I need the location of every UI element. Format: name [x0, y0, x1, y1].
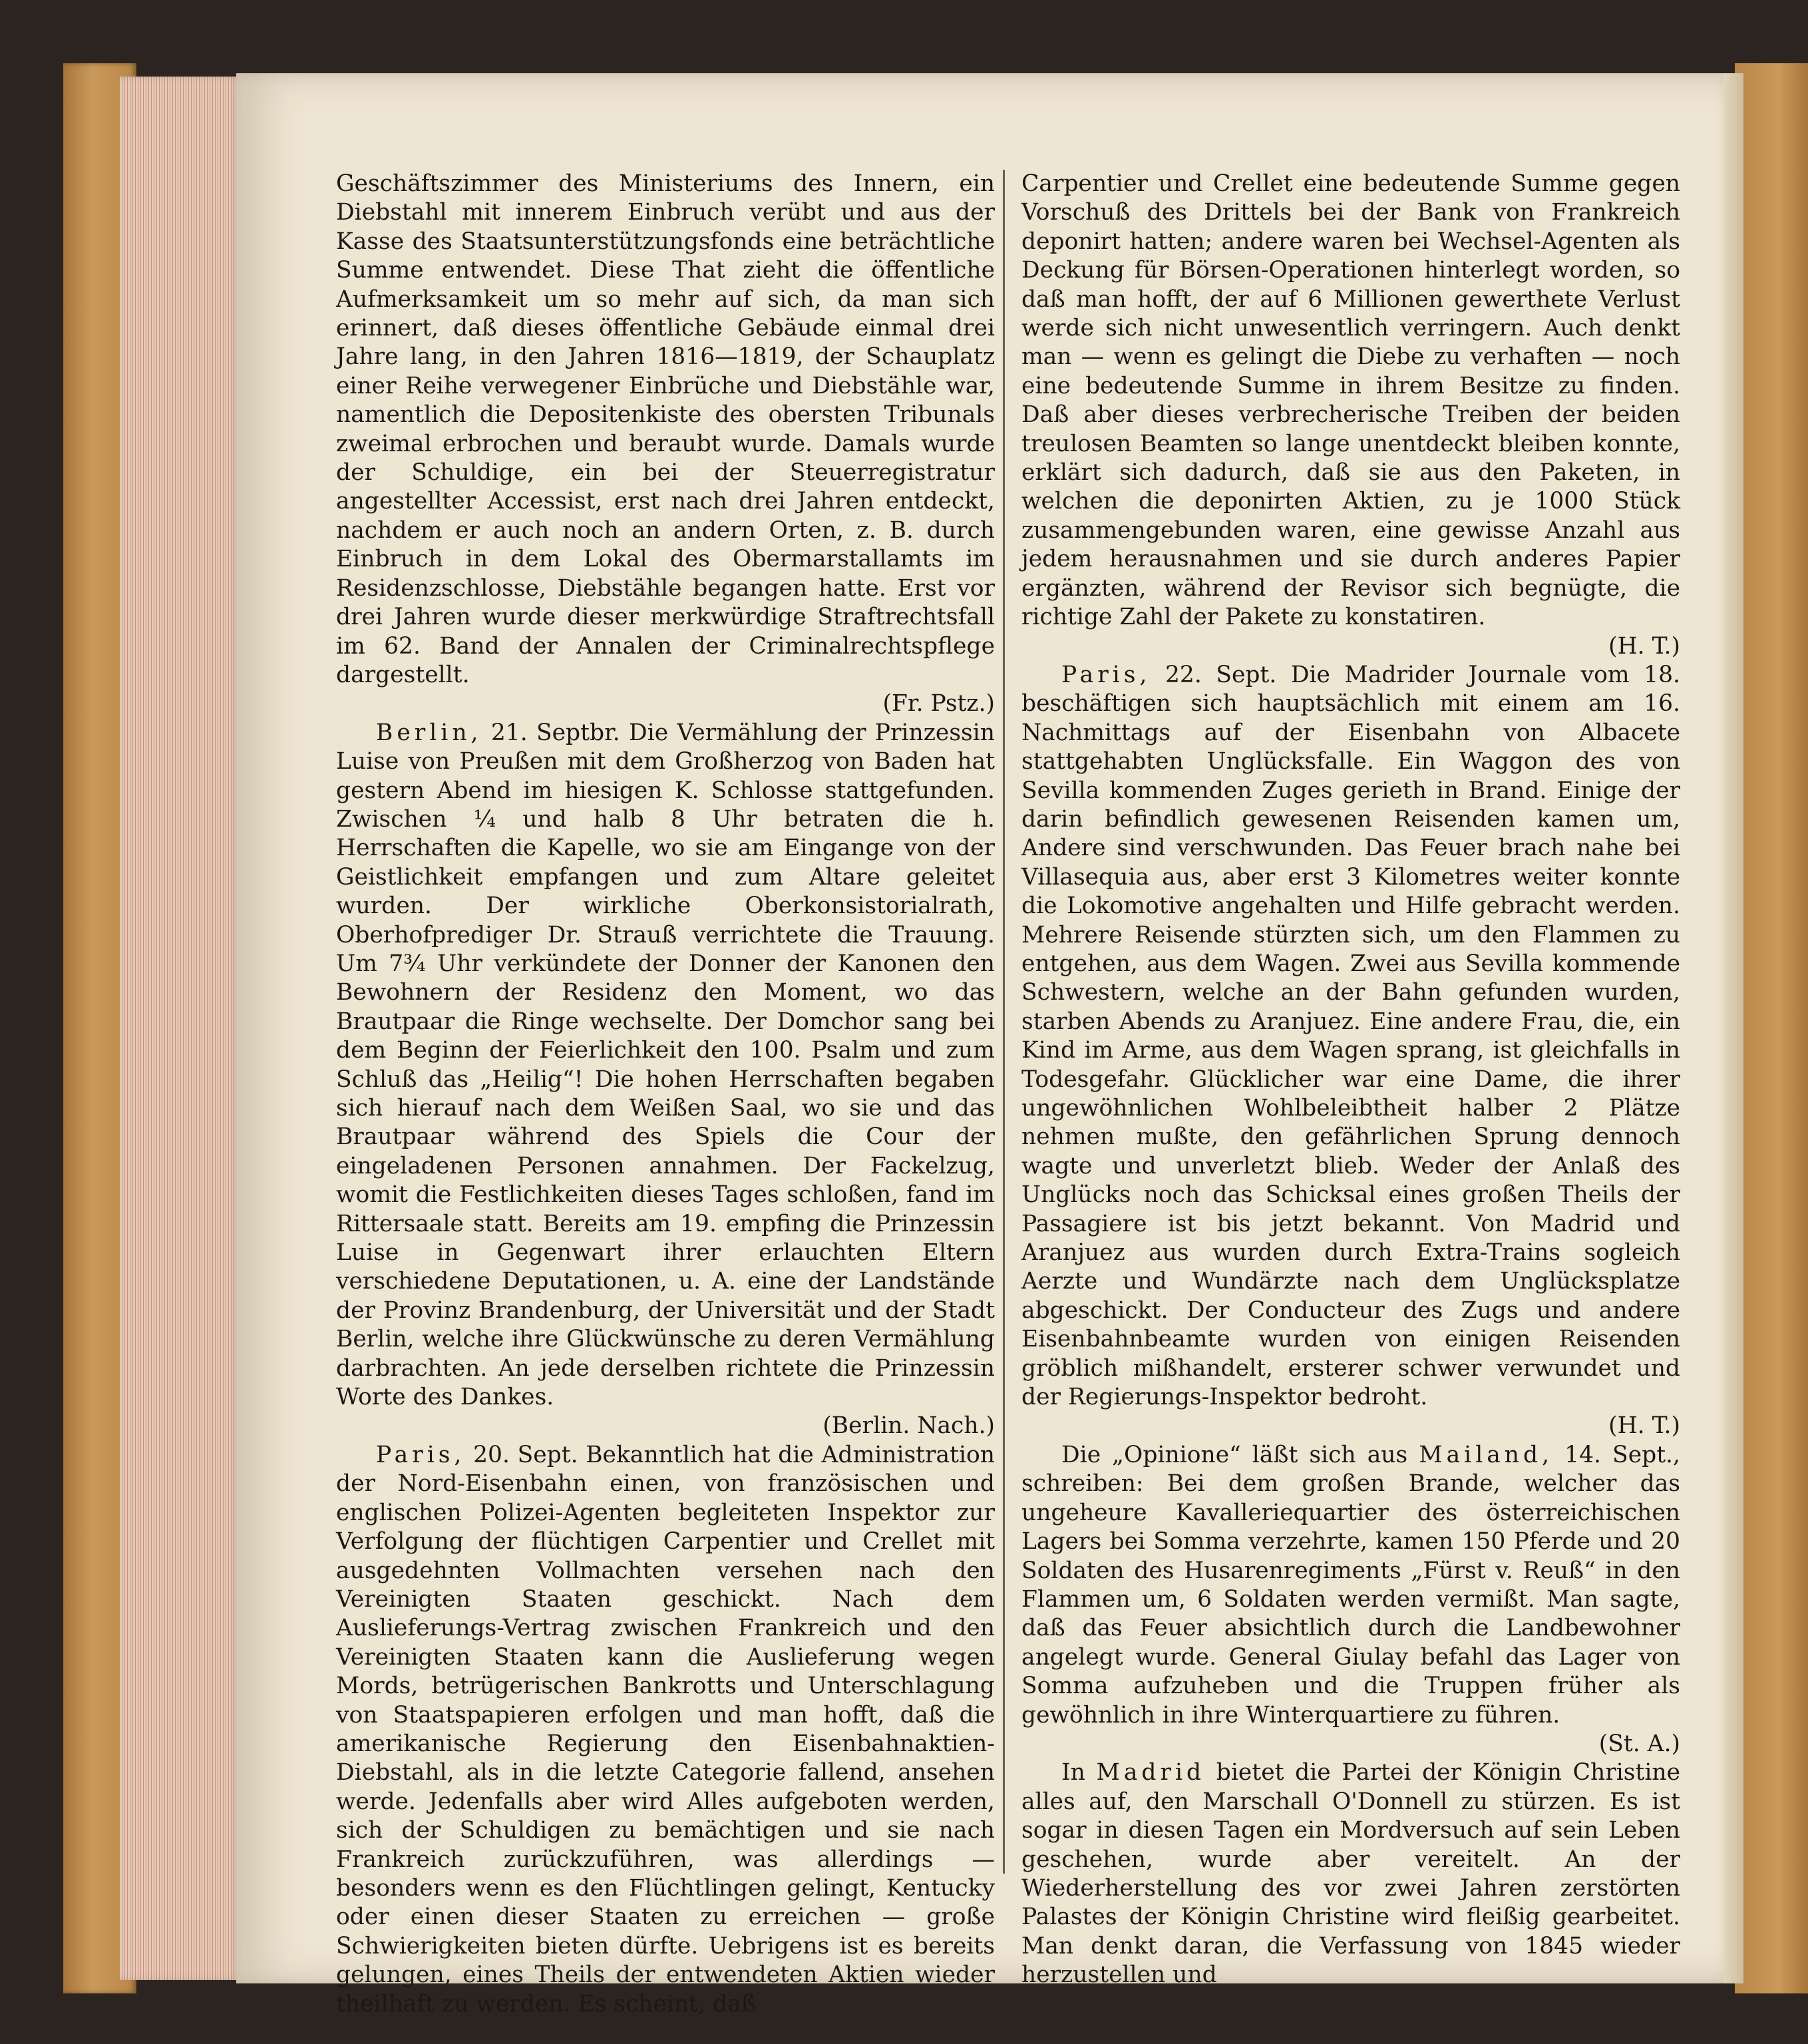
article-source: (H. T.) — [1608, 1412, 1680, 1440]
article-text: bietet die Partei der Königin Christine alles auf, den Marschall O'Donnell zu stürzen. Es ist sogar in diesen Tagen ein Mordversuch auf sein Leben geschehen, wurde aber vereitelt. An der Wiederherstellung des vor zwei Jahren zerstörten Palastes der Königin Christine wird fleißig gearbeitet. Man denkt daran, die Verfassung von 1845 wieder herzustellen und — [1021, 1759, 1680, 1989]
article-paragraph — [1021, 661, 1680, 1412]
article-paragraph — [1021, 1441, 1680, 1730]
gutter-edge — [1723, 73, 1743, 1983]
article-paragraph: Geschäftszimmer des Ministeriums des Innern, ein Diebstahl mit innerem Einbruch verübt und aus der Kasse des Staatsunterstützungsfonds eine beträchtliche Summe entwendet. Diese That zieht die öffentliche Aufmerksamkeit um so mehr auf sich, da man sich erinnert, daß dieses öffentliche Gebäude einmal drei Jahre lang, in den Jahren 1816—1819, der Schauplatz einer Reihe verwegener Einbrüche und Diebstähle war, namentlich die Depositenkiste des obersten Tribunals zweimal erbrochen und beraubt wurde. Damals wurde der Schuldige, ein bei der Steuerregistratur angestellter Accessist, erst nach drei Jahren entdeckt, nachdem er auch noch an andern Orten, z. B. durch Einbruch in dem Lokal des Obermarstallamts im Residenzschlosse, Diebstähle begangen hatte. Erst vor drei Jahren wurde dieser merkwürdige Straftrechtsfall im 62. Band der Annalen der Criminalrechtspflege dargestellt. — [336, 170, 995, 688]
article-paragraph — [336, 719, 995, 1412]
article-text: In — [1061, 1759, 1097, 1786]
article-paragraph — [1021, 1758, 1680, 1989]
article-source: (St. A.) — [1598, 1730, 1680, 1757]
left-column — [336, 170, 995, 2019]
dateline-place: Paris, — [1061, 661, 1151, 688]
dateline-place: Berlin, — [376, 719, 482, 746]
dateline-place: Paris, — [376, 1441, 466, 1468]
article-source: (Fr. Pstz.) — [882, 690, 995, 717]
article-text: 22. Sept. Die Madrider Journale vom 18. beschäftigen sich hauptsächlich mit einem am 16. Nachmittags auf der Eisenbahn von Albacete stattgehabten Unglücksfalle. Ein Waggon des von Sevilla kommenden Zuges gerieth in Brand. Einige der darin befindlich gewesenen Reisenden kamen um, Andere sind verschwunden. Das Feuer brach nahe bei Villasequia aus, aber erst 3 Kilometres weiter konnte die Lokomotive angehalten und Hilfe gebracht werden. Mehrere Reisende stürzten sich, um den Flammen zu entgehen, aus dem Wagen. Zwei aus Sevilla kommende Schwestern, welche an der Bahn gefunden wurden, starben Abends zu Aranjuez. Eine andere Frau, die, ein Kind im Arme, aus dem Wagen sprang, ist gleichfalls in Todesgefahr. Glücklicher war eine Dame, die ihrer ungewöhnlichen Wohlbeleibtheit halber 2 Plätze nehmen mußte, den gefährlichen Sprung dennoch wagte und unverletzt blieb. Weder der Anlaß des Unglücks noch das Schicksal eines großen Theils der Passagiere ist bis jetzt bekannt. Von Madrid und Aranjuez aus wurden durch Extra-Trains sogleich Aerzte und Wundärzte nach dem Unglücksplatze abgeschickt. Der Conducteur des Zugs und andere Eisenbahnbeamte wurden von einigen Reisenden gröblich mißhandelt, ersterer schwer verwundet und der Regierungs-Inspektor bedroht. — [1021, 661, 1680, 1411]
page-edges — [120, 77, 240, 1980]
book-cover-right — [1735, 63, 1808, 1993]
dateline-place: Mailand, — [1419, 1441, 1554, 1468]
article-source: (H. T.) — [1608, 632, 1680, 660]
article-paragraph: Carpentier und Crellet eine bedeutende Summe gegen Vorschuß des Drittels bei der Bank von Frankreich deponirt hatten; andere waren bei Wechsel-Agenten als Deckung für Börsen-Operationen hinterlegt worden, so daß man hofft, der auf 6 Millionen gewerthete Verlust werde sich nicht unwesentlich verringern. Auch denkt man — wenn es gelingt die Diebe zu verhaften — noch eine bedeutende Summe in ihrem Besitze zu finden. Daß aber dieses verbrecherische Treiben der beiden treulosen Beamten so lange unentdeckt bleiben konnte, erklärt sich dadurch, daß sie aus den Paketen, in welchen die deponirten Aktien, zu je 1000 Stück zusammengebunden waren, eine gewisse Anzahl aus jedem herausnahmen und sie durch anderes Papier ergänzten, während der Revisor sich begnügte, die richtige Zahl der Pakete zu konstatiren. — [1021, 170, 1680, 631]
right-column — [1021, 170, 1680, 1990]
dateline-place: Madrid — [1096, 1759, 1206, 1786]
article-text: Die „Opinione“ läßt sich aus — [1061, 1441, 1419, 1468]
article-text: 21. Septbr. Die Vermählung der Prinzessin Luise von Preußen mit dem Großherzog von Baden hat gestern Abend im hiesigen K. Schlosse stattgefunden. Zwischen ¼ und halb 8 Uhr betraten die h. Herrschaften die Kapelle, wo sie am Eingange von der Geistlichkeit empfangen und zum Altare geleitet wurden. Der wirkliche Oberkonsistorialrath, Oberhofprediger Dr. Strauß verrichtete die Trauung. Um 7¾ Uhr verkündete der Donner der Kanonen den Bewohnern der Residenz den Moment, wo das Brautpaar die Ringe wechselte. Der Domchor sang bei dem Beginn der Feierlichkeit den 100. Psalm und zum Schluß das „Heilig“! Die hohen Herrschaften begaben sich hierauf nach dem Weißen Saal, wo sie und das Brautpaar während des Spiels die Cour der eingeladenen Personen annahmen. Der Fackelzug, womit die Festlichkeiten dieses Tages schloßen, fand im Rittersaale statt. Bereits am 19. empfing die Prinzessin Luise in Gegenwart ihrer erlauchten Eltern verschiedene Deputationen, u. A. eine der Landstände der Provinz Brandenburg, der Universität und der Stadt Berlin, welche ihre Glückwünsche zu deren Vermählung darbrachten. An jede derselben richtete die Prinzessin Worte des Dankes. — [336, 719, 995, 1411]
article-paragraph — [336, 1441, 995, 2019]
article-source: (Berlin. Nach.) — [822, 1412, 995, 1440]
article-text: 14. Sept., schreiben: Bei dem großen Brande, welcher das ungeheure Kavalleriequartier des österreichischen Lagers bei Somma verzehrte, kamen 150 Pferde und 20 Soldaten des Husarenregiments „Fürst v. Reuß“ in den Flammen um, 6 Soldaten werden vermißt. Man sagte, daß das Feuer absichtlich durch die Landbewohner angelegt wurde. General Giulay befahl das Lager von Somma aufzuheben und die Truppen früher als gewöhnlich in ihre Winterquartiere zu führen. — [1021, 1441, 1680, 1729]
column-divider — [1003, 170, 1005, 1874]
article-text: 20. Sept. Bekanntlich hat die Administration der Nord-Eisenbahn einen, von französischen und englischen Polizei-Agenten begleiteten Inspektor zur Verfolgung der flüchtigen Carpentier und Crellet mit ausgedehnten Vollmachten versehen nach den Vereinigten Staaten geschickt. Nach dem Auslieferungs-Vertrag zwischen Frankreich und den Vereinigten Staaten kann die Auslieferung wegen Mords, betrügerischen Bankrotts und Unterschlagung von Staatspapieren erfolgen und man hofft, daß die amerikanische Regierung den Eisenbahnaktien-Diebstahl, als in die letzte Categorie fallend, ansehen werde. Jedenfalls aber wird Alles aufgeboten werden, sich der Schuldigen zu bemächtigen und sie nach Frankreich zurückzuführen, was allerdings — besonders wenn es den Flüchtlingen gelingt, Kentucky oder einen dieser Staaten zu erreichen — große Schwierigkeiten bieten dürfte. Uebrigens ist es bereits gelungen, eines Theils der entwendeten Aktien wieder theilhaft zu werden. Es scheint, daß — [336, 1441, 995, 2017]
